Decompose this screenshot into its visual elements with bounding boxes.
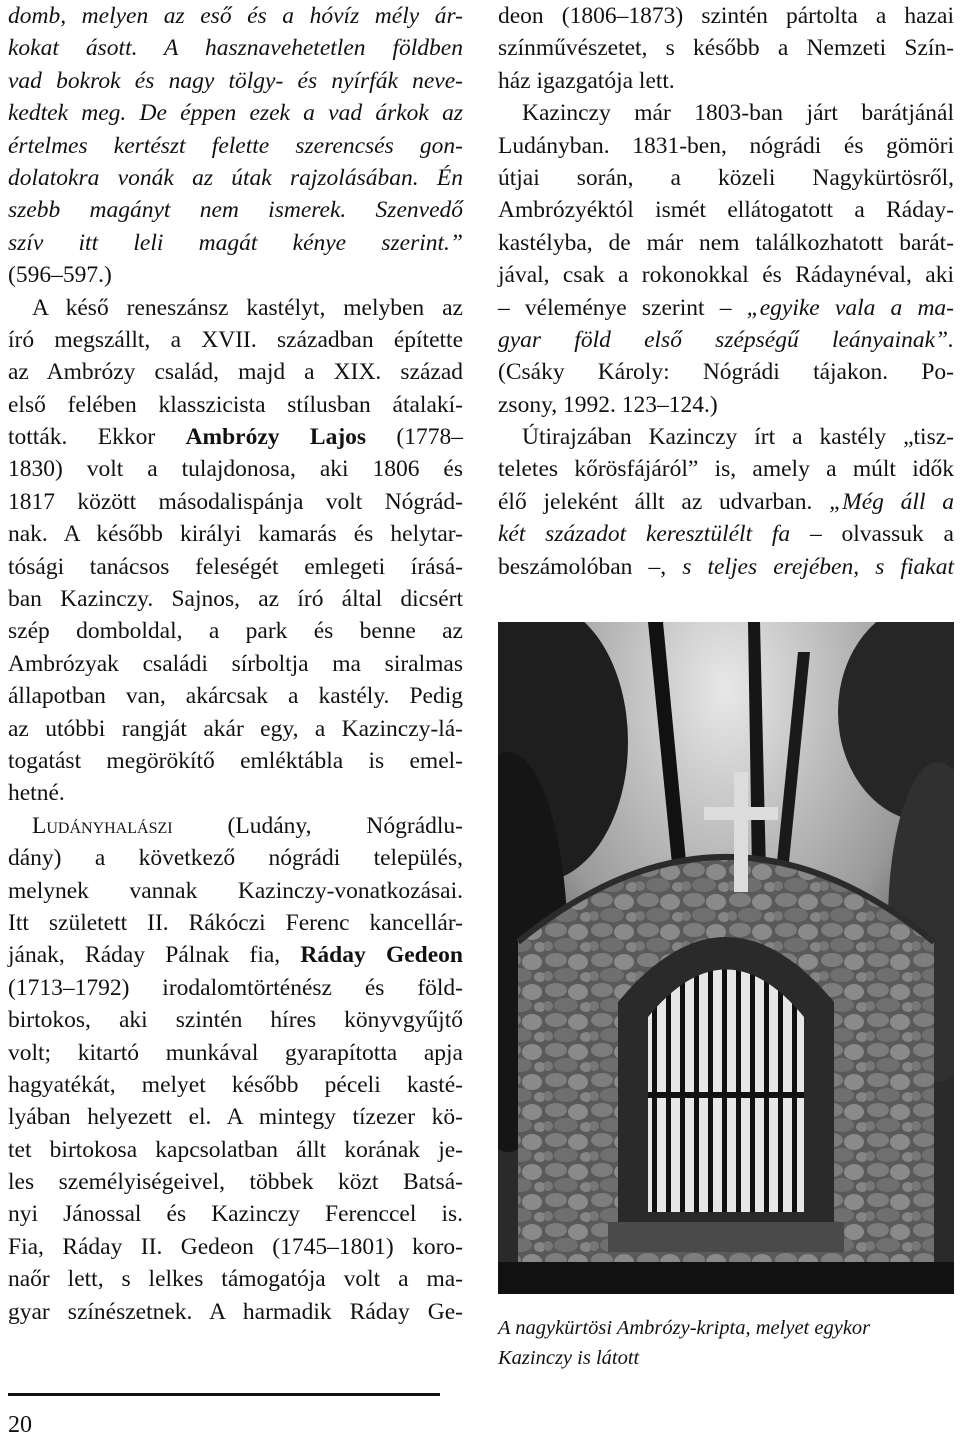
text-line — [8, 972, 463, 1004]
text-line — [8, 194, 463, 226]
text-line — [8, 875, 463, 907]
caption-line: A nagykürtösi Ambrózy-kripta, melyet egykor — [498, 1317, 871, 1339]
text-line — [498, 486, 954, 518]
text-segment: nyi Jánossal és Kazinczy Ferenccel is. — [8, 1201, 463, 1228]
text-segment: (1778– — [366, 424, 464, 451]
text-segment: első felében klasszicista stílusban átalakí- — [8, 391, 463, 418]
text-line — [8, 551, 463, 583]
text-segment: Ludányhalászi — [32, 812, 173, 839]
text-line — [498, 194, 954, 226]
text-segment: gyar színészetnek. A harmadik Ráday Ge- — [8, 1298, 463, 1325]
text-segment: Ambrózyéktól ismét ellátogatott a Ráday- — [498, 197, 954, 224]
text-line — [498, 130, 954, 162]
left-column — [8, 0, 463, 1328]
text-line — [8, 1231, 463, 1263]
text-segment: ház igazgatója lett. — [498, 67, 675, 94]
text-segment: nak. A később királyi kamarás és helytar- — [8, 521, 463, 548]
text-segment: naőr lett, s lelkes támogatója volt a ma- — [8, 1266, 463, 1293]
text-line — [8, 1263, 463, 1295]
text-line — [8, 421, 463, 453]
text-line — [498, 292, 954, 324]
text-segment: deon (1806–1873) szintén pártolta a hazai — [498, 3, 954, 29]
text-segment: tósági tanácsos feleségét emlegeti írásá- — [8, 553, 463, 580]
text-segment: kedtek meg. De éppen ezek a vad árkok az — [8, 100, 463, 127]
text-segment: (1713–1792) irodalomtörténész és föld- — [8, 974, 463, 1001]
text-line — [8, 486, 463, 518]
text-line — [8, 745, 463, 777]
text-line — [498, 324, 954, 356]
text-segment: – véleménye szerint – — [498, 294, 747, 321]
caption-line: Kazinczy is látott — [498, 1347, 640, 1369]
page-number: 20 — [8, 1412, 32, 1438]
text-segment: volt; kitartó munkával gyarapította apja — [8, 1039, 463, 1066]
text-line — [8, 389, 463, 421]
text-segment: – olvassuk a — [790, 521, 954, 548]
text-segment: útjai során, a közeli Nagykürtösről, — [498, 164, 954, 191]
text-segment: jával, csak a rokonokkal és Rádaynéval, aki — [498, 262, 954, 289]
text-segment: (596–597.) — [8, 262, 112, 289]
text-segment: dolatokra vonák az útak rajzolásában. Én — [8, 164, 463, 191]
text-line — [8, 1037, 463, 1069]
text-segment: (Ludány, Nógrádlu- — [172, 812, 463, 839]
text-segment: kokat ásott. A hasznavehetetlen földben — [8, 35, 463, 62]
text-line — [8, 842, 463, 874]
text-segment: az utóbbi rangját akár egy, a Kazinczy-lá- — [8, 715, 463, 742]
text-segment: két századot keresztülélt fa — [498, 521, 791, 548]
text-line — [8, 907, 463, 939]
text-line — [498, 453, 954, 485]
text-line — [8, 939, 463, 971]
text-line — [8, 65, 463, 97]
text-segment: tották. Ekkor — [8, 424, 186, 451]
text-line — [498, 421, 954, 453]
text-line — [8, 680, 463, 712]
text-segment: kastélyba, de már nem találkozhatott barát- — [498, 229, 954, 256]
text-line — [498, 162, 954, 194]
text-line — [8, 292, 463, 324]
footnote-rule — [8, 1393, 440, 1396]
text-segment: A késő reneszánsz kastélyt, melyben az — [32, 294, 463, 321]
text-line — [8, 130, 463, 162]
text-line — [8, 713, 463, 745]
text-segment: teletes kőrösfájáról” is, amely a múlt idők — [498, 456, 954, 483]
text-segment: Ráday Gedeon — [300, 942, 463, 969]
text-segment: Ambrózyak családi sírboltja ma siralmas — [8, 650, 463, 677]
text-line — [8, 227, 463, 259]
text-segment: „Még áll a — [829, 488, 954, 515]
text-segment: szív itt leli magát kénye szerint.” — [8, 229, 463, 256]
text-segment: domb, melyen az eső és a hóvíz mély ár- — [8, 3, 463, 29]
text-line — [498, 518, 954, 550]
text-segment: hetné. — [8, 780, 65, 807]
text-segment: s teljes erejében, s fiakat — [682, 553, 954, 580]
text-line — [498, 356, 954, 388]
text-line — [8, 1004, 463, 1036]
right-column — [498, 0, 954, 583]
text-segment: Ambrózy Lajos — [185, 424, 367, 451]
text-line — [8, 1198, 463, 1230]
text-segment: értelmes kertészt felette szerencsés gon- — [8, 132, 463, 159]
text-line — [8, 583, 463, 615]
text-segment: birtokos, aki szintén híres könyvgyűjtő — [8, 1007, 463, 1034]
text-line — [8, 777, 463, 809]
text-line — [8, 810, 463, 842]
text-segment: Kazinczy már 1803-ban járt barátjánál — [522, 100, 954, 127]
text-line — [8, 356, 463, 388]
text-line — [8, 259, 463, 291]
text-segment: dány) a következő nógrádi település, — [8, 845, 463, 872]
text-line — [8, 0, 463, 32]
text-line — [8, 615, 463, 647]
text-line — [498, 97, 954, 129]
text-segment: lyában helyezett el. A mintegy tízezer kö- — [8, 1104, 463, 1131]
text-line — [498, 259, 954, 291]
text-line — [498, 551, 954, 583]
text-line — [8, 453, 463, 485]
text-segment: Útirajzában Kazinczy írt a kastély „tisz- — [522, 424, 954, 451]
text-segment: 1830) volt a tulajdonosa, aki 1806 és — [8, 456, 463, 483]
photo-caption — [498, 1313, 954, 1373]
text-segment: jának, Ráday Pálnak fia, — [8, 942, 301, 969]
text-line — [8, 518, 463, 550]
text-segment: les személyiségeivel, többek közt Batsá- — [8, 1169, 463, 1196]
text-line — [8, 1166, 463, 1198]
text-segment: beszámolóban –, — [498, 553, 683, 580]
text-segment: gyar föld első szépségű leányainak”. — [498, 326, 954, 353]
text-line — [8, 1101, 463, 1133]
text-segment: togatást megörökítő emléktábla is emel- — [8, 747, 463, 774]
text-segment: zsony, 1992. 123–124.) — [498, 391, 718, 418]
text-line — [498, 32, 954, 64]
text-segment: „egyike vala a ma- — [746, 294, 955, 321]
crypt-photo — [498, 622, 954, 1294]
text-line — [498, 65, 954, 97]
text-segment: Ludányban. 1831-ben, nógrádi és gömöri — [498, 132, 954, 159]
text-line — [8, 1296, 463, 1328]
text-segment: szebb magányt nem ismerek. Szenvedő — [8, 197, 463, 224]
text-segment: Itt született II. Rákóczi Ferenc kancellár- — [8, 909, 463, 936]
text-segment: hagyatékát, melyet később péceli kasté- — [8, 1071, 463, 1098]
text-segment: állapotban van, akárcsak a kastély. Pedig — [8, 683, 463, 710]
text-line — [498, 227, 954, 259]
text-segment: ban Kazinczy. Sajnos, az író által dicsért — [8, 586, 463, 613]
text-segment: (Csáky Károly: Nógrádi tájakon. Po- — [498, 359, 954, 386]
text-line — [8, 324, 463, 356]
text-segment: szép domboldal, a park és benne az — [8, 618, 463, 645]
text-segment: az Ambrózy család, majd a XIX. század — [8, 359, 463, 386]
text-segment: Fia, Ráday II. Gedeon (1745–1801) koro- — [8, 1233, 463, 1260]
text-segment: vad bokrok és nagy tölgy- és nyírfák neve- — [8, 67, 463, 94]
text-segment: 1817 között másodalispánja volt Nógrád- — [8, 488, 463, 515]
text-line — [8, 32, 463, 64]
text-line — [8, 1134, 463, 1166]
text-segment: melynek vannak Kazinczy-vonatkozásai. — [8, 877, 463, 904]
text-segment: élő jeleként állt az udvarban. — [498, 488, 830, 515]
text-line — [498, 389, 954, 421]
text-line — [8, 162, 463, 194]
text-line — [498, 0, 954, 32]
text-line — [8, 97, 463, 129]
text-line — [8, 1069, 463, 1101]
crypt-photo-drawing — [498, 622, 954, 1294]
text-segment: tet birtokosa kapcsolatban állt korának je- — [8, 1136, 463, 1163]
text-segment: színművészetet, s később a Nemzeti Szín- — [498, 35, 954, 62]
text-segment: író megszállt, a XVII. században építette — [8, 326, 463, 353]
text-line — [8, 648, 463, 680]
